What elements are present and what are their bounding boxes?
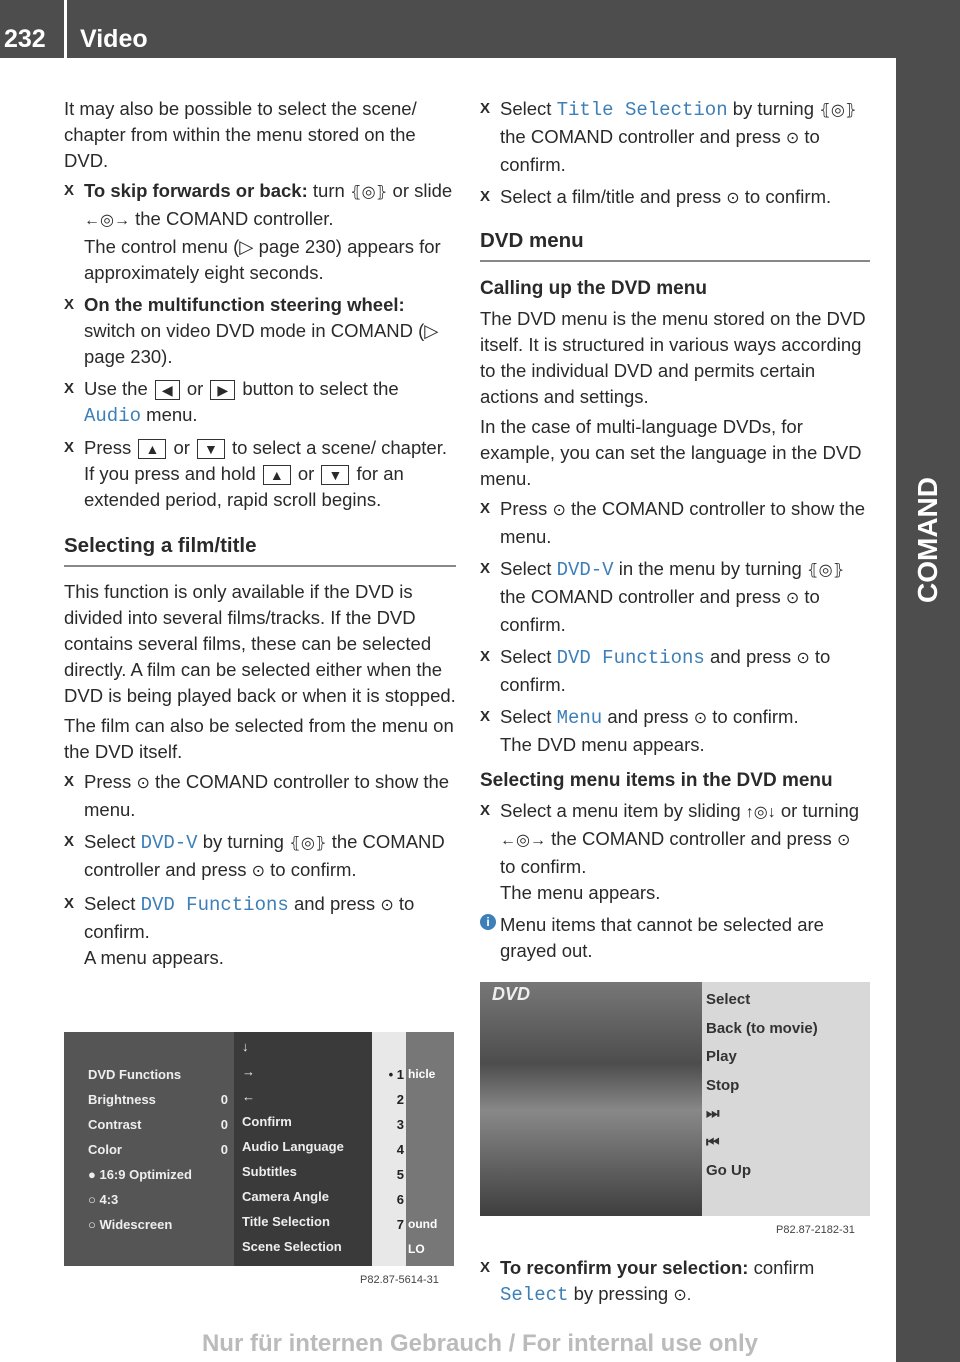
screen-menu-item[interactable]: ○ Widescreen — [88, 1217, 173, 1232]
step-reconfirm: X To reconfirm your selection: confirm Select by pressing ⊙. — [480, 1255, 870, 1309]
screen-edge-item[interactable]: ound — [408, 1217, 438, 1231]
press-controller-icon: ⊙ — [251, 863, 266, 880]
step-select-menu-item: X Select a menu item by sliding ↑◎↓ or turning ←◎→ the COMAND controller and press ⊙ to confirm. The menu appears. — [480, 800, 860, 903]
screen-edge-item[interactable] — [408, 1112, 452, 1137]
turn-controller-icon: ⦃◎⦄ — [819, 102, 857, 119]
page-number: 232 — [4, 25, 46, 53]
subheading: Calling up the DVD menu — [480, 278, 707, 299]
screen-number-item[interactable]: 4 — [396, 1142, 404, 1157]
figure-caption: P82.87-2182-31 — [776, 1224, 855, 1236]
step-arrow-icon: X — [480, 1259, 491, 1276]
dvd-menu-item[interactable]: Back (to movie) — [706, 1019, 818, 1037]
screen-option-item[interactable]: → — [242, 1064, 255, 1079]
side-tab-label: COMAND — [912, 477, 943, 603]
step-arrow-icon: X — [64, 296, 75, 313]
paragraph: This function is only available if the DVD is divided into several films/tracks. If the DVD contains several films, these can be selected directly. A film can be selected either when the DVD is being played back or when it is stopped. — [64, 581, 456, 706]
step-skip: X To skip forwards or back: turn ⦃◎⦄ or slide ←◎→ the COMAND controller. The control menu (▷ page 230) appears for approximately eight seconds. — [64, 180, 453, 283]
screen-number-item[interactable]: 2 — [396, 1092, 404, 1107]
press-controller-icon: ⊙ — [785, 590, 800, 607]
press-controller-icon: ⊙ — [785, 130, 800, 147]
left-column — [64, 96, 456, 977]
press-controller-icon: ⊙. — [673, 1287, 692, 1304]
down-button-icon: ▼ — [321, 465, 349, 485]
right-column — [480, 96, 870, 964]
turn-controller-icon: ⦃◎⦄ — [289, 835, 327, 852]
step-arrow-icon: X — [64, 439, 75, 456]
press-controller-icon: ⊙ — [836, 832, 851, 849]
intro-text: It may also be possible to select the scene/ chapter from within the menu stored on the DVD. — [64, 98, 417, 171]
dvd-menu-item[interactable]: Stop — [706, 1076, 740, 1094]
step-arrow-icon: X — [64, 895, 75, 912]
screen-number-item[interactable]: • 1 — [388, 1067, 404, 1082]
screen-edge-item[interactable]: hicle — [408, 1067, 436, 1081]
screen-number-item[interactable]: 3 — [396, 1117, 404, 1132]
step-select-dvdv-menu: X Select DVD-V in the menu by turning ⦃◎⦄ the COMAND controller and press ⊙ to confirm. — [480, 558, 845, 635]
step-arrow-icon: X — [64, 833, 75, 850]
section-title: Video — [80, 25, 148, 53]
left-button-icon: ◀ — [155, 380, 180, 400]
press-controller-icon: ⊙ — [552, 502, 566, 519]
up-button-icon: ▲ — [138, 439, 166, 459]
step-audio-menu: X Use the ◀ or ▶ button to select the Audio menu. — [64, 378, 399, 427]
section-heading: Selecting a film/title — [64, 525, 456, 567]
screen-option-item[interactable]: ↓ — [242, 1039, 249, 1054]
up-button-icon: ▲ — [263, 465, 291, 485]
screen-option-item[interactable]: Scene Selection — [242, 1239, 342, 1254]
screen-edge-panel — [406, 1032, 454, 1266]
slide-updown-controller-icon: ↑◎↓ — [745, 804, 776, 821]
dvd-menu-item[interactable]: ⏭ — [706, 1105, 720, 1122]
step-arrow-icon: X — [480, 708, 491, 725]
subheading: Selecting menu items in the DVD menu — [480, 770, 833, 791]
screen-option-item[interactable]: Title Selection — [242, 1214, 330, 1229]
screen-option-item[interactable]: ← — [242, 1089, 255, 1104]
step-arrow-icon: X — [480, 188, 491, 205]
screen-edge-item[interactable]: LO — [408, 1242, 425, 1256]
screen-menu-item[interactable]: DVD Functions — [88, 1067, 182, 1082]
header-divider — [64, 0, 67, 58]
screen-number-item[interactable]: 6 — [396, 1192, 404, 1207]
screen-edge-item[interactable] — [408, 1187, 452, 1212]
step-show-menu: X Press ⊙ the COMAND controller to show the menu. — [64, 771, 450, 820]
right-button-icon: ▶ — [210, 380, 235, 400]
down-button-icon: ▼ — [197, 439, 225, 459]
step-arrow-icon: X — [480, 648, 491, 665]
screen-option-item[interactable]: Camera Angle — [242, 1189, 329, 1204]
step-select-scene: X Press ▲ or ▼ to select a scene/ chapter. If you press and hold ▲ or ▼ for an extended period, rapid scroll begins. — [64, 437, 447, 510]
screen-number-panel — [372, 1032, 406, 1266]
slide-controller-icon: ←◎→ — [500, 832, 546, 849]
figure-caption: P82.87-5614-31 — [360, 1274, 439, 1286]
step-arrow-icon: X — [480, 802, 491, 819]
screen-option-item[interactable]: Audio Language — [242, 1139, 344, 1154]
step-dvd-functions-right: X Select DVD Functions and press ⊙ to confirm. — [480, 646, 831, 695]
paragraph: The film can also be selected from the menu on the DVD itself. — [64, 715, 454, 762]
info-note: i Menu items that cannot be selected are grayed out. — [480, 912, 870, 964]
screen-menu-panel — [64, 1032, 234, 1266]
screen-edge-item[interactable] — [408, 1137, 452, 1162]
section-heading: DVD menu — [480, 220, 870, 262]
press-controller-icon: ⊙ — [726, 190, 740, 207]
screen-menu-item[interactable]: ● 16:9 Optimized — [88, 1167, 192, 1182]
page-header — [0, 0, 960, 58]
slide-controller-icon: ←◎→ — [84, 212, 130, 229]
turn-controller-icon: ⦃◎⦄ — [349, 184, 388, 201]
step-arrow-icon: X — [64, 182, 75, 199]
screen-edge-item[interactable] — [408, 1087, 452, 1112]
press-controller-icon: ⊙ — [380, 897, 394, 914]
dvd-logo: DVD — [492, 984, 531, 1004]
screen-number-item[interactable]: 7 — [396, 1217, 404, 1232]
turn-controller-icon: ⦃◎⦄ — [806, 562, 845, 579]
screen-menu-list — [702, 982, 870, 1216]
screen-setting-value: 0 — [220, 1092, 228, 1107]
step-select-menu: X Select Menu and press ⊙ to confirm. The DVD menu appears. — [480, 706, 799, 755]
press-controller-icon: ⊙ — [136, 775, 150, 792]
dvd-menu-item[interactable]: Go Up — [706, 1162, 751, 1179]
info-icon: i — [480, 914, 496, 930]
screen-menu-item[interactable]: ○ 4:3 — [88, 1192, 119, 1207]
screen-menu-item[interactable]: Brightness 0 — [88, 1087, 228, 1112]
step-show-dvd-menu: X Press ⊙ the COMAND controller to show the menu. — [480, 498, 866, 547]
step-select-film: X Select a film/title and press ⊙ to confirm. — [480, 184, 870, 212]
step-arrow-icon: X — [480, 560, 491, 577]
paragraph: In the case of multi-language DVDs, for example, you can set the language in the DVD menu. — [480, 416, 862, 489]
dvd-menu-item[interactable]: Select — [706, 991, 751, 1008]
screen-video-area — [480, 982, 702, 1216]
dvd-menu-item[interactable]: Play — [706, 1048, 737, 1065]
screen-menu-item[interactable]: Contrast 0 — [88, 1112, 228, 1137]
press-controller-icon: ⊙ — [796, 650, 810, 667]
screen-edge-item[interactable] — [408, 1162, 452, 1187]
watermark-footer: Nur für internen Gebrauch / For internal use only — [201, 1330, 759, 1357]
press-controller-icon: ⊙ — [693, 710, 708, 727]
screen-number-item[interactable]: 5 — [396, 1167, 404, 1182]
right-column-bottom — [480, 1255, 870, 1315]
screen-menu-item[interactable]: Color 0 — [88, 1137, 228, 1162]
step-arrow-icon: X — [480, 500, 491, 517]
dvd-menu-item[interactable]: ⏮ — [706, 1133, 720, 1151]
step-title-selection: X Select Title Selection by turning ⦃◎⦄ the COMAND controller and press ⊙ to confirm. — [480, 98, 857, 175]
step-steering-wheel: X On the multifunction steering wheel: switch on video DVD mode in COMAND (▷ page 230). — [64, 294, 439, 367]
paragraph: The DVD menu is the menu stored on the DVD itself. It is structured in various ways according to the individual DVD and permits certain actions and settings. — [480, 308, 866, 407]
step-arrow-icon: X — [64, 773, 75, 790]
side-tab — [896, 58, 960, 1362]
screen-option-item[interactable]: Confirm — [242, 1114, 292, 1129]
screen-setting-value: 0 — [220, 1142, 228, 1157]
step-arrow-icon: X — [480, 100, 491, 117]
step-select-dvdv: X Select DVD-V by turning ⦃◎⦄ the COMAND controller and press ⊙ to confirm. — [64, 829, 456, 885]
screen-option-item[interactable]: Subtitles — [242, 1164, 297, 1179]
dvd-functions-screenshot — [64, 1032, 454, 1266]
step-dvd-functions: X Select DVD Functions and press ⊙ to confirm. A menu appears. — [64, 893, 415, 968]
screen-options-panel — [234, 1032, 372, 1266]
step-arrow-icon: X — [64, 380, 75, 397]
screen-setting-value: 0 — [220, 1117, 228, 1132]
dvd-menu-screenshot — [480, 982, 870, 1216]
